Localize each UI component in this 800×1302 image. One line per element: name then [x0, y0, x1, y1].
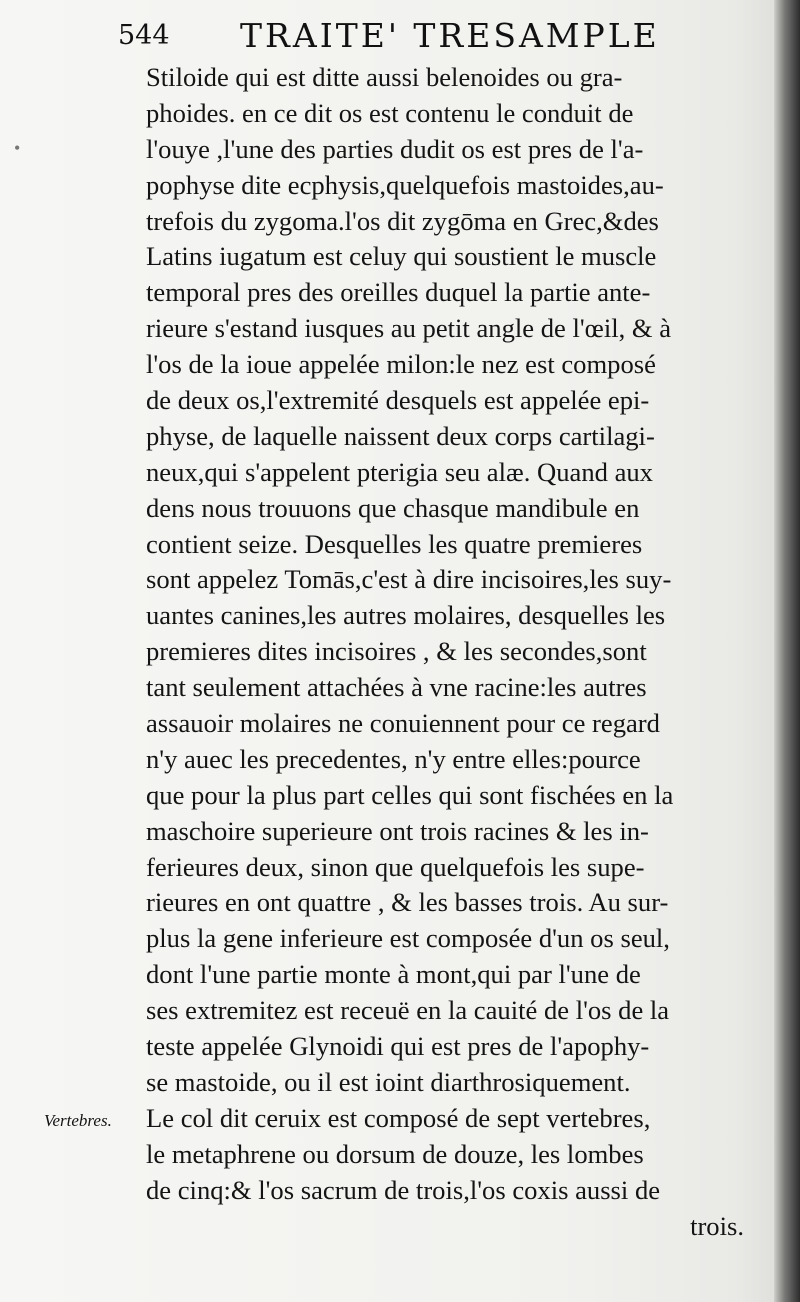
text-line: n'y auec les precedentes, n'y entre elles:pource	[146, 743, 641, 774]
text-line: l'ouye ,l'une des parties dudit os est pres de l'a-	[146, 133, 644, 164]
margin-speck: •	[14, 138, 21, 158]
text-line: maschoire superieure ont trois racines & les in-	[146, 815, 649, 846]
page-header	[118, 14, 678, 58]
page-number: 544	[118, 20, 170, 51]
text-line: rieures en ont quattre , & les basses trois. Au sur-	[146, 887, 669, 918]
text-line: se mastoide, ou il est ioint diarthrosiquement.	[146, 1066, 631, 1097]
text-line: ferieures deux, sinon que quelquefois les supe-	[146, 851, 645, 882]
margin-note: Vertebres.	[44, 1111, 112, 1130]
text-line: premieres dites incisoires , & les secondes,sont	[146, 636, 647, 667]
running-title: TRAITE' TRESAMPLE	[240, 16, 660, 55]
text-line: tant seulement attachées à vne racine:les autres	[146, 672, 647, 703]
body-text	[146, 60, 744, 1244]
text-line: l'os de la ioue appelée milon:le nez est composé	[146, 349, 656, 380]
text-line: de cinq:& l'os sacrum de trois,l'os coxis aussi de	[146, 1174, 661, 1205]
text-line: que pour la plus part celles qui sont fischées en la	[146, 779, 674, 810]
text-line: dens nous trouuons que chasque mandibule en	[146, 492, 640, 523]
text-line: teste appelée Glynoidi qui est pres de l'apophy-	[146, 1031, 650, 1062]
text-line: Le col dit ceruix est composé de sept vertebres,	[146, 1102, 651, 1133]
text-line: Stiloide qui est ditte aussi belenoides ou gra-	[146, 62, 623, 92]
text-line: plus la gene inferieure est composée d'un os seul,	[146, 923, 670, 954]
text-line: neux,qui s'appelent pterigia seu alæ. Quand aux	[146, 456, 653, 487]
text-line: Latins iugatum est celuy qui soustient le muscle	[146, 241, 657, 272]
text-line: phoides. en ce dit os est contenu le conduit de	[146, 97, 634, 128]
text-line: uantes canines,les autres molaires, desquelles les	[146, 600, 666, 631]
text-line: sont appelez Tomās,c'est à dire incisoires,les suy-	[146, 564, 672, 595]
text-line: de deux os,l'extremité desquels est appelée epi-	[146, 385, 650, 416]
page-edge-shadow	[774, 0, 800, 1302]
text-line: pophyse dite ecphysis,quelquefois mastoides,au-	[146, 169, 664, 200]
text-line: le metaphrene ou dorsum de douze, les lombes	[146, 1138, 644, 1169]
text-line: physe, de laquelle naissent deux corps cartilagi-	[146, 420, 655, 451]
text-line: dont l'une partie monte à mont,qui par l'une de	[146, 959, 641, 990]
text-line: temporal pres des oreilles duquel la partie ante-	[146, 277, 651, 308]
text-line-last: trois.	[690, 1210, 744, 1241]
text-line: contient seize. Desquelles les quatre premieres	[146, 528, 643, 559]
text-line: rieure s'estand iusques au petit angle de l'œil, & à	[146, 313, 672, 344]
text-line: trefois du zygoma.l'os dit zygōma en Grec,&des	[146, 205, 659, 236]
text-line: assauoir molaires ne conuiennent pour ce regard	[146, 708, 660, 739]
text-line: ses extremitez est receuë en la cauité de l'os de la	[146, 995, 670, 1026]
